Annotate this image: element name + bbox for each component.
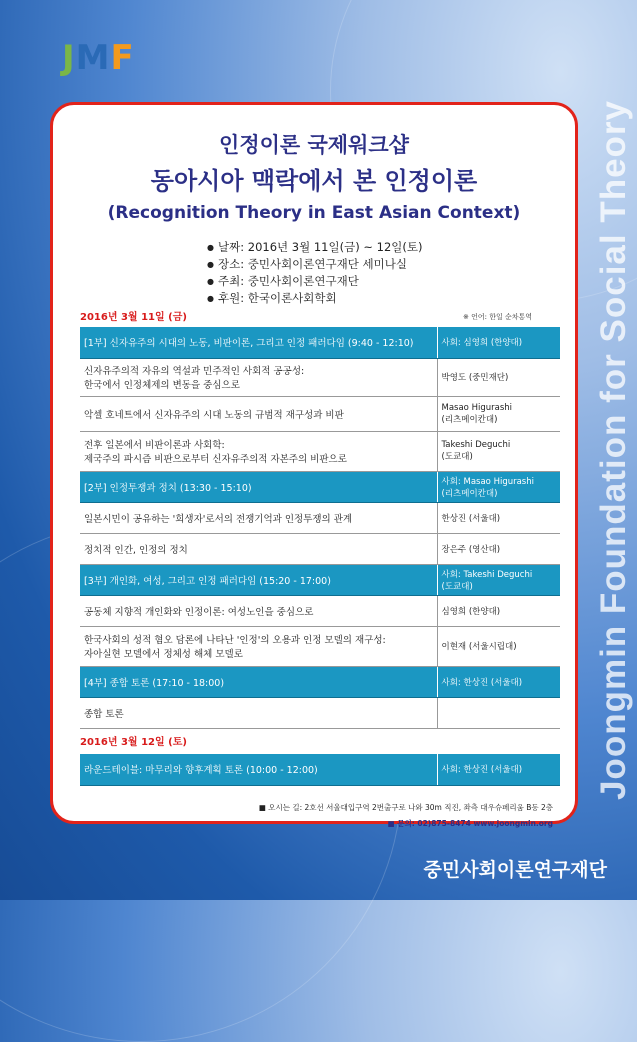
session-title: 라운드테이블: 마무리와 향후계획 토론 (10:00 - 12:00) <box>80 754 437 785</box>
day2-label: 2016년 3월 12일 (토) <box>80 737 187 748</box>
session-presenter: 사회: 한상진 (서울대) <box>437 666 560 697</box>
session-presenter: 사회: Masao Higurashi (리츠메이칸대) <box>437 471 560 502</box>
session-title: 한국사회의 성적 혐오 담론에 나타난 '인정'의 오용과 인정 모델의 재구성: 자아실현 모델에서 정체성 해체 모델로 <box>80 626 437 666</box>
info-date: ● 날짜: 2016년 3월 11일(금) ~ 12일(토) <box>207 240 423 254</box>
title-line-2: 동아시아 맥락에서 본 인정이론 <box>150 167 478 195</box>
bullet-icon: ● <box>207 260 214 269</box>
session-presenter: Masao Higurashi (리츠메이칸대) <box>437 396 560 431</box>
contact-info: ■ 문의: 02)875-8474 www.joongmin.org <box>387 819 553 828</box>
session-title: 종합 토론 <box>80 697 437 728</box>
day2-schedule-table <box>80 754 560 786</box>
session-presenter: 사회: Takeshi Deguchi (도쿄대) <box>437 564 560 595</box>
table-row <box>80 626 560 666</box>
table-row <box>80 666 560 697</box>
directions: ■ 오시는 길: 2호선 서울대입구역 2번출구로 나와 30m 직진, 좌측 대우슈페리움 B동 2층 <box>258 803 553 812</box>
session-presenter: 사회: 한상진 (서울대) <box>437 754 560 785</box>
table-row <box>80 396 560 431</box>
session-presenter: Takeshi Deguchi (도쿄대) <box>437 431 560 471</box>
session-title: 악셀 호네트에서 신자유주의 시대 노동의 규범적 재구성과 비판 <box>80 396 437 431</box>
session-presenter: 장은주 (영산대) <box>437 533 560 564</box>
side-title: Joongmin Foundation for Social Theory <box>594 99 633 801</box>
title-line-3: (Recognition Theory in East Asian Context) <box>107 203 521 223</box>
table-row <box>80 502 560 533</box>
session-title: 전후 일본에서 비판이론과 사회학: 제국주의 파시즘 비판으로부터 신자유주의적 자본주의 비판으로 <box>80 431 437 471</box>
session-title: 공동체 지향적 개인화와 인정이론: 여성노인을 중심으로 <box>80 595 437 626</box>
info-sponsor: ● 후원: 한국이론사회학회 <box>207 291 337 305</box>
bullet-icon: ● <box>207 243 214 252</box>
table-row <box>80 595 560 626</box>
session-presenter: 박영도 (중민재단) <box>437 358 560 396</box>
bullet-icon: ● <box>207 294 214 303</box>
table-row <box>80 471 560 502</box>
table-row <box>80 533 560 564</box>
session-presenter: 한상진 (서울대) <box>437 502 560 533</box>
session-title: [4부] 종합 토론 (17:10 - 18:00) <box>80 666 437 697</box>
session-title: [1부] 신자유주의 시대의 노동, 비판이론, 그리고 인정 패러다임 (9:40 - 12:10) <box>80 327 437 358</box>
table-row <box>80 754 560 785</box>
table-row <box>80 358 560 396</box>
table-row <box>80 327 560 358</box>
day1-schedule-table <box>80 327 560 729</box>
session-presenter: 사회: 심영희 (한양대) <box>437 327 560 358</box>
session-presenter: 이현재 (서울시립대) <box>437 626 560 666</box>
day1-label: 2016년 3월 11일 (금) <box>80 312 187 323</box>
title-line-1: 인정이론 국제워크샵 <box>219 133 409 157</box>
info-venue: ● 장소: 중민사회이론연구재단 세미나실 <box>207 257 407 271</box>
foundation-name: 중민사회이론연구재단 <box>423 859 607 881</box>
session-title: [3부] 개인화, 여성, 그리고 인정 패러다임 (15:20 - 17:00) <box>80 564 437 595</box>
info-host: ● 주최: 중민사회이론연구재단 <box>207 274 359 288</box>
session-presenter <box>437 697 560 728</box>
table-row <box>80 431 560 471</box>
logo: JMF <box>62 38 135 78</box>
session-title: 신자유주의적 자유의 역설과 민주적인 사회적 공공성: 한국에서 인정체제의 변동을 중심으로 <box>80 358 437 396</box>
table-row <box>80 697 560 728</box>
language-note: ※ 언어: 한일 순차통역 <box>463 313 532 321</box>
bullet-icon: ● <box>207 277 214 286</box>
session-title: 일본시민이 공유하는 '희생자'로서의 전쟁기억과 인정투쟁의 관계 <box>80 502 437 533</box>
table-row <box>80 564 560 595</box>
session-title: 정치적 인간, 인정의 정치 <box>80 533 437 564</box>
session-presenter: 심영희 (한양대) <box>437 595 560 626</box>
session-title: [2부] 인정투쟁과 정치 (13:30 - 15:10) <box>80 471 437 502</box>
event-info <box>207 239 422 307</box>
program-card <box>50 102 578 828</box>
